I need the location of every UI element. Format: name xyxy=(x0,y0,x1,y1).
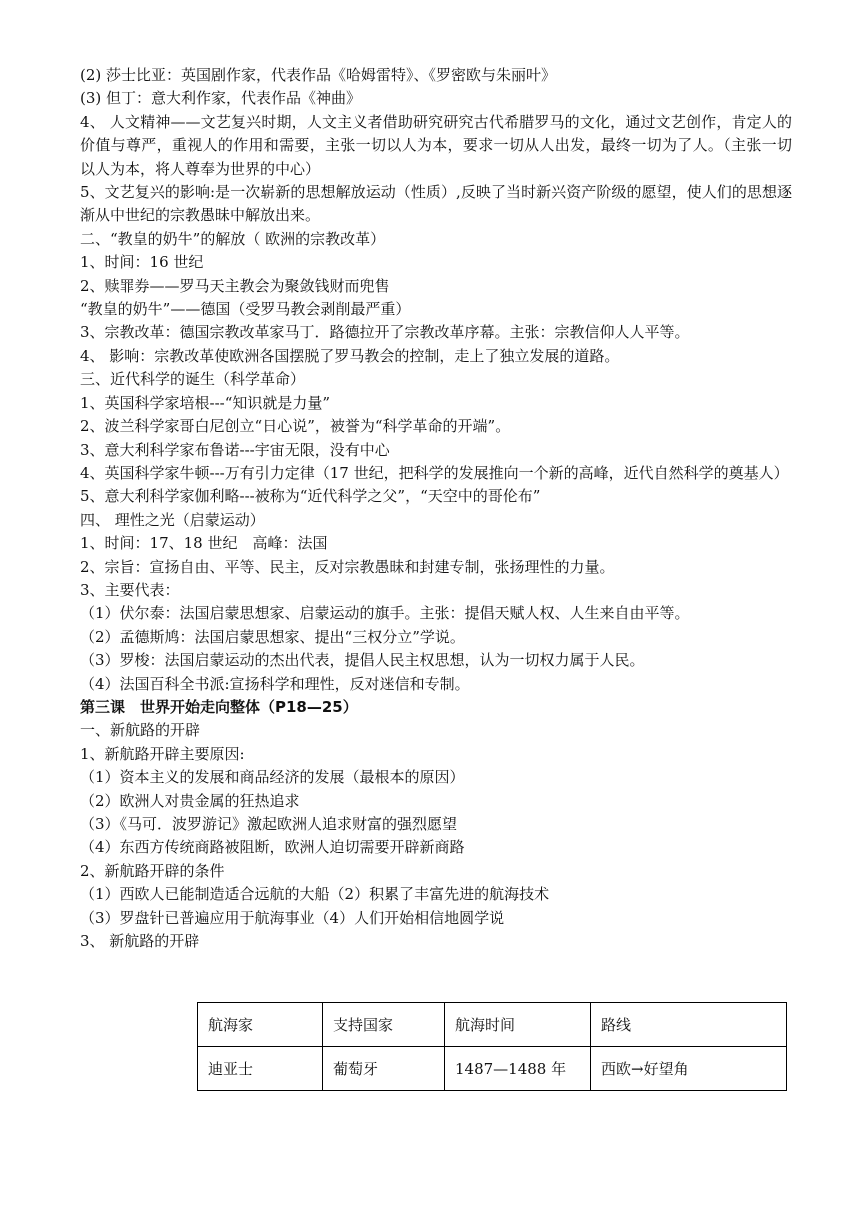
table-cell: 西欧→好望角 xyxy=(591,1047,787,1091)
table-header-row xyxy=(198,1003,787,1047)
table-row xyxy=(198,1047,787,1091)
text-paragraph: 4、英国科学家牛顿---万有引力定律（17 世纪，把科学的发展推向一个新的高峰，近代自然科学的奠基人） xyxy=(80,463,789,482)
text-line: “教皇的奶牛”——德国（受罗马教会剥削最严重） xyxy=(80,300,411,319)
table-cell: 迪亚士 xyxy=(198,1047,323,1091)
section-heading: 三、近代科学的诞生（科学革命） xyxy=(80,370,306,389)
text-line: （4）法国百科全书派:宣扬科学和理性，反对迷信和专制。 xyxy=(80,674,470,693)
lesson-title: 第三课 世界开始走向整体（P18—25） xyxy=(80,697,358,716)
text-line: 3、主要代表： xyxy=(80,580,180,599)
table-cell: 1487—1488 年 xyxy=(445,1047,591,1091)
text-line: 2、宗旨：宣扬自由、平等、民主，反对宗教愚昧和封建专制，张扬理性的力量。 xyxy=(80,557,615,576)
text-line: （3）罗梭：法国启蒙运动的杰出代表，提倡人民主权思想，认为一切权力属于人民。 xyxy=(80,651,645,670)
text-line: 1、时间：16 世纪 xyxy=(80,253,204,272)
text-line: (2) 莎士比亚：英国剧作家，代表作品《哈姆雷特》、《罗密欧与朱丽叶》 xyxy=(80,66,557,84)
text-paragraph: 5、文艺复兴的影响:是一次崭新的思想解放运动（性质）,反映了当时新兴资产阶级的愿望，使人们的思想逐渐从中世纪的宗教愚昧中解放出来。 xyxy=(80,183,792,225)
table-header-cell: 航海时间 xyxy=(445,1003,591,1047)
voyage-table xyxy=(197,1002,787,1091)
text-line: 2、波兰科学家哥白尼创立“日心说”，被誉为“科学革命的开端”。 xyxy=(80,417,511,436)
text-line: （4）东西方传统商路被阻断，欧洲人迫切需要开辟新商路 xyxy=(80,838,465,857)
table-cell: 葡萄牙 xyxy=(323,1047,445,1091)
text-line: 3、宗教改革：德国宗教改革家马丁．路德拉开了宗教改革序幕。主张：宗教信仰人人平等。 xyxy=(80,323,690,342)
text-line: （3）《马可．波罗游记》激起欧洲人追求财富的强烈愿望 xyxy=(80,815,458,833)
text-line: （1）伏尔泰：法国启蒙思想家、启蒙运动的旗手。主张：提倡天赋人权、人生来自由平等。 xyxy=(80,604,690,623)
document-body xyxy=(80,64,792,953)
text-paragraph: 4、 人文精神——文艺复兴时期，人文主义者借助研究研究古代希腊罗马的文化，通过文艺创作，肯定人的价值与尊严，重视人的作用和需要，主张一切以人为本，要求一切从人出发，最终一切为了人。（主张一切以人为本，将人尊奉为世界的中心） xyxy=(80,112,792,178)
section-heading: 四、 理性之光（启蒙运动） xyxy=(80,510,265,529)
text-line: 1、新航路开辟主要原因: xyxy=(80,744,245,763)
text-line: 3、 新航路的开辟 xyxy=(80,932,200,951)
text-line: （3）罗盘针已普遍应用于航海事业（4）人们开始相信地圆学说 xyxy=(80,908,505,927)
text-line: 2、新航路开辟的条件 xyxy=(80,861,225,880)
table-header-cell: 航海家 xyxy=(198,1003,323,1047)
text-line: （1）资本主义的发展和商品经济的发展（最根本的原因） xyxy=(80,768,465,787)
text-line: （2）欧洲人对贵金属的狂热追求 xyxy=(80,791,300,810)
text-line: (3) 但丁：意大利作家，代表作品《神曲》 xyxy=(80,89,362,108)
text-line: （1）西欧人已能制造适合远航的大船（2）积累了丰富先进的航海技术 xyxy=(80,885,550,904)
section-heading: 二、“教皇的奶牛”的解放（ 欧洲的宗教改革） xyxy=(80,229,386,248)
table-header-cell: 路线 xyxy=(591,1003,787,1047)
section-heading: 一、新航路的开辟 xyxy=(80,721,201,740)
table-header-cell: 支持国家 xyxy=(323,1003,445,1047)
text-line: 4、 影响：宗教改革使欧洲各国摆脱了罗马教会的控制，走上了独立发展的道路。 xyxy=(80,346,620,365)
text-line: 5、意大利科学家伽利略---被称为“近代科学之父”，“天空中的哥伦布” xyxy=(80,487,541,506)
text-line: 1、时间：17、18 世纪 高峰：法国 xyxy=(80,534,328,553)
text-line: （2）孟德斯鸠：法国启蒙思想家、提出“三权分立”学说。 xyxy=(80,627,465,646)
text-line: 2、赎罪券——罗马天主教会为聚敛钱财而兜售 xyxy=(80,276,390,295)
text-line: 1、英国科学家培根---“知识就是力量” xyxy=(80,393,331,412)
text-line: 3、意大利科学家布鲁诺---宇宙无限，没有中心 xyxy=(80,440,390,459)
